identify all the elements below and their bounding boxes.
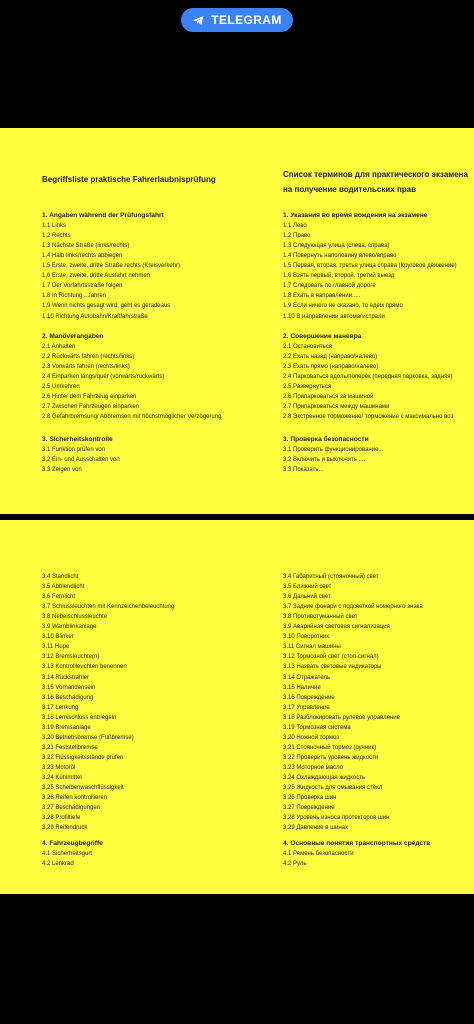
list-item: 3.1 Funktion prüfen von bbox=[42, 446, 106, 453]
section-heading: 1. Angaben während der Prüfungsfahrt bbox=[42, 212, 164, 219]
list-item: 1.10 В направлении автомагистрали bbox=[283, 313, 385, 320]
list-item: 3.3 Показать... bbox=[283, 466, 324, 473]
list-item: 2.8 Gefahrbremsung/ Abbremsen mit höchstmöglicher Verzögerung bbox=[42, 414, 222, 420]
list-item: 2.1 Остановиться bbox=[283, 343, 333, 350]
list-item: 1.4 Halb links/rechts abbiegen bbox=[42, 253, 123, 260]
german-title: Begriffsliste praktische Fahrerlaubnisprüfung bbox=[42, 175, 216, 184]
list-item: 2.3 Ехать прямо (направо/налево) bbox=[283, 363, 379, 370]
list-item: 2.5 Umkehren bbox=[42, 383, 80, 390]
list-item: 2.2 Rückwärts fahren (rechts/links) bbox=[42, 353, 135, 360]
list-item: 3.9 Аварийная световая сигнализация bbox=[283, 624, 390, 631]
list-item: 3.17 Lenkung bbox=[42, 704, 79, 711]
list-item: 3.27 Повреждение bbox=[283, 805, 335, 812]
list-item: 3.15 Наличие bbox=[283, 684, 321, 691]
list-item: 3.1 Проверить функционирование... bbox=[283, 446, 384, 453]
section-heading: 4. Основные понятия транспортных средств bbox=[283, 840, 431, 848]
list-item: 3.4 Standlicht bbox=[42, 574, 79, 580]
list-item: 3.22 Проверить уровень жидкости bbox=[283, 754, 379, 761]
list-item: 2.7 Припарковаться между машинами bbox=[283, 403, 390, 410]
list-item: 1.2 Право bbox=[283, 233, 311, 240]
list-item: 3.25 Scheibenwaschflüssigkeit bbox=[42, 785, 124, 792]
list-item: 2.8 Экстренное торможение/ торможение с максимально воз bbox=[283, 414, 454, 420]
list-item: 2.4 Парковаться вдоль/поперёк (передняя парковка, задняя) bbox=[283, 373, 453, 380]
list-item: 1.2 Rechts bbox=[42, 233, 71, 240]
list-item: 3.20 Betriebsbremse (Fußbremse) bbox=[42, 734, 134, 741]
list-item: 2.3 Vorwärts fahren (rechts/links) bbox=[42, 363, 130, 370]
list-item: 4.1 Ремень безопасности bbox=[283, 851, 354, 858]
list-item: 2.6 Припарковаться за машиной bbox=[283, 393, 374, 400]
list-item: 1.3 Следующая улица (слева, справа) bbox=[283, 243, 390, 250]
list-item: 3.11 Сигнал машины bbox=[283, 644, 341, 651]
section-heading: 4. Fahrzeugbegriffe bbox=[42, 840, 103, 848]
list-item: 3.5 Ближний свет bbox=[283, 584, 332, 591]
list-item: 1.3 Nächste Straße (links/rechts) bbox=[42, 243, 130, 250]
list-item: 3.25 Жидкость для омывания стёкл bbox=[283, 785, 383, 792]
list-item: 3.19 Bremsanlage bbox=[42, 724, 91, 731]
list-item: 1.4 Повернуть наполовину влево/вправо bbox=[283, 253, 397, 260]
list-item: 4.1 Sicherheitsgurt bbox=[42, 851, 93, 858]
section-heading: 3. Sicherheitskontrolle bbox=[42, 435, 113, 443]
list-item: 2.1 Anhalten bbox=[42, 343, 76, 350]
russian-title-line-1: Список терминов для практического экзамена bbox=[283, 170, 468, 179]
list-item: 3.19 Тормозная система bbox=[283, 724, 351, 731]
list-item: 1.9 Wenn nichts gesagt wird, geht es geradeaus bbox=[42, 303, 171, 310]
list-item: 2.2 Ехать назад (направо/налево) bbox=[283, 353, 378, 360]
list-item: 3.13 Назвать световые индикаторы bbox=[283, 664, 382, 671]
russian-title-line-2: на получение водительских прав bbox=[283, 185, 417, 194]
list-item: 3.10 Blinker bbox=[42, 634, 74, 641]
section-heading: 1. Указания во время вождения на экзамене bbox=[283, 212, 428, 219]
list-item: 3.10 Поворотник bbox=[283, 634, 330, 641]
list-item: 3.29 Давление в шинах bbox=[283, 825, 348, 832]
list-item: 3.28 Profiltiefe bbox=[42, 815, 81, 822]
list-item: 3.24 Kühlmittel bbox=[42, 775, 82, 781]
list-item: 3.6 Fernlicht bbox=[42, 594, 76, 601]
list-item: 3.7 Задние фонари с подсветкой номерного знака bbox=[283, 604, 423, 611]
list-item: 3.16 Beschädigung bbox=[42, 694, 94, 701]
document-page-2 bbox=[0, 520, 474, 894]
list-item: 3.2 Включить и выключить .... bbox=[283, 456, 366, 463]
list-item: 2.4 Einparken längs/quer (vorwärts/rückwärts) bbox=[42, 373, 165, 380]
list-item: 3.18 Разблокировать рулевое управление bbox=[283, 714, 400, 721]
telegram-icon bbox=[192, 14, 205, 27]
list-item: 2.5 Развернуться bbox=[283, 383, 332, 390]
list-item: 3.2 Ein- und Ausschalten von bbox=[42, 456, 120, 463]
list-item: 3.15 Vorhandensein bbox=[42, 684, 96, 691]
list-item: 3.9 Warnblinkanlage bbox=[42, 624, 97, 631]
telegram-label: TELEGRAM bbox=[211, 13, 282, 27]
list-item: 3.27 Beschädigungen bbox=[42, 805, 101, 812]
list-item: 2.6 Hinter dem Fahrzeug einparken bbox=[42, 393, 137, 400]
list-item: 1.10 Richtung Autobahn/Kraftfahrstraße bbox=[42, 313, 148, 320]
list-item: 3.22 Flüssigkeitsstände prüfen bbox=[42, 754, 124, 761]
list-item: 1.8 Ехать в направлении..... bbox=[283, 293, 361, 300]
list-item: 3.20 Ножной тормоз bbox=[283, 734, 340, 741]
list-item: 3.23 Моторное масло bbox=[283, 764, 343, 771]
section-heading: 3. Проверка безопасности bbox=[283, 435, 369, 443]
list-item: 3.21 Стояночный тормоз (ручник) bbox=[283, 744, 377, 751]
list-item: 3.5 Abblendlicht bbox=[42, 584, 85, 591]
list-item: 1.6 Erste, zweite, dritte Ausfahrt nehmen bbox=[42, 273, 151, 280]
list-item: 3.14 Rückstrahler bbox=[42, 674, 90, 681]
list-item: 3.4 Габаритный (стояночный) свет bbox=[283, 574, 379, 580]
section-heading: 2. Совершение маневра bbox=[283, 332, 362, 340]
list-item: 3.14 Отражатель bbox=[283, 674, 331, 681]
list-item: 3.23 Motoröl bbox=[42, 764, 76, 771]
list-item: 3.26 Проверка шин bbox=[283, 795, 337, 802]
list-item: 3.12 Bremsleuchte(n) bbox=[42, 654, 100, 661]
list-item: 4.2 Руль bbox=[283, 861, 307, 868]
list-item: 3.6 Дальний свет bbox=[283, 594, 331, 601]
list-item: 3.17 Управление bbox=[283, 704, 330, 711]
list-item: 1.9 Если ничего не сказано, то едем прямо bbox=[283, 303, 403, 310]
list-item: 1.1 Лево bbox=[283, 223, 307, 230]
list-item: 3.18 Lenkschloss entriegeln bbox=[42, 714, 117, 721]
list-item: 3.8 Противотуманный свет bbox=[283, 614, 358, 621]
section-heading: 2. Manöverangaben bbox=[42, 332, 104, 340]
list-item: 3.28 Уровень износа протекторов шин bbox=[283, 815, 390, 822]
list-item: 3.29 Reifendruck bbox=[42, 825, 88, 832]
list-item: 3.12 Тормозной свет (стоп-сигнал) bbox=[283, 654, 379, 661]
list-item: 3.11 Hupe bbox=[42, 644, 70, 651]
list-item: 3.21 Feststellbremse bbox=[42, 744, 98, 751]
list-item: 1.1 Links bbox=[42, 223, 67, 230]
list-item: 3.7 Schlussleuchten mit Kennzeichenbeleuchtung bbox=[42, 604, 175, 611]
document-page-1 bbox=[0, 128, 474, 514]
list-item: 1.8 In Richtung ...fahren bbox=[42, 293, 107, 300]
list-item: 3.26 Reifen kontrollieren bbox=[42, 795, 108, 802]
list-item: 1.5 Первая, вторая, третья улица справа (Круговое движение) bbox=[283, 263, 457, 270]
list-item: 3.8 Nebelschlussleuchte bbox=[42, 614, 108, 621]
list-item: 1.7 Следовать по главной дороге bbox=[283, 283, 376, 290]
list-item: 1.5 Erste, zweite, dritte Straße rechts (Kreisverkehr) bbox=[42, 263, 181, 270]
list-item: 3.24 Охлаждающая жидкость bbox=[283, 775, 366, 781]
list-item: 3.13 Kontrollleuchten benennen bbox=[42, 664, 127, 671]
list-item: 3.16 Повреждение bbox=[283, 694, 335, 701]
list-item: 1.7 Der Vorfahrtsstraße folgen bbox=[42, 283, 123, 290]
list-item: 1.6 Взять первый, второй, третий выезд bbox=[283, 273, 395, 280]
telegram-button[interactable] bbox=[181, 8, 293, 32]
list-item: 3.3 Zeigen von bbox=[42, 466, 82, 473]
list-item: 2.7 Zwischen Fahrzeugen einparken bbox=[42, 403, 140, 410]
list-item: 4.2 Lenkrad bbox=[42, 861, 74, 868]
